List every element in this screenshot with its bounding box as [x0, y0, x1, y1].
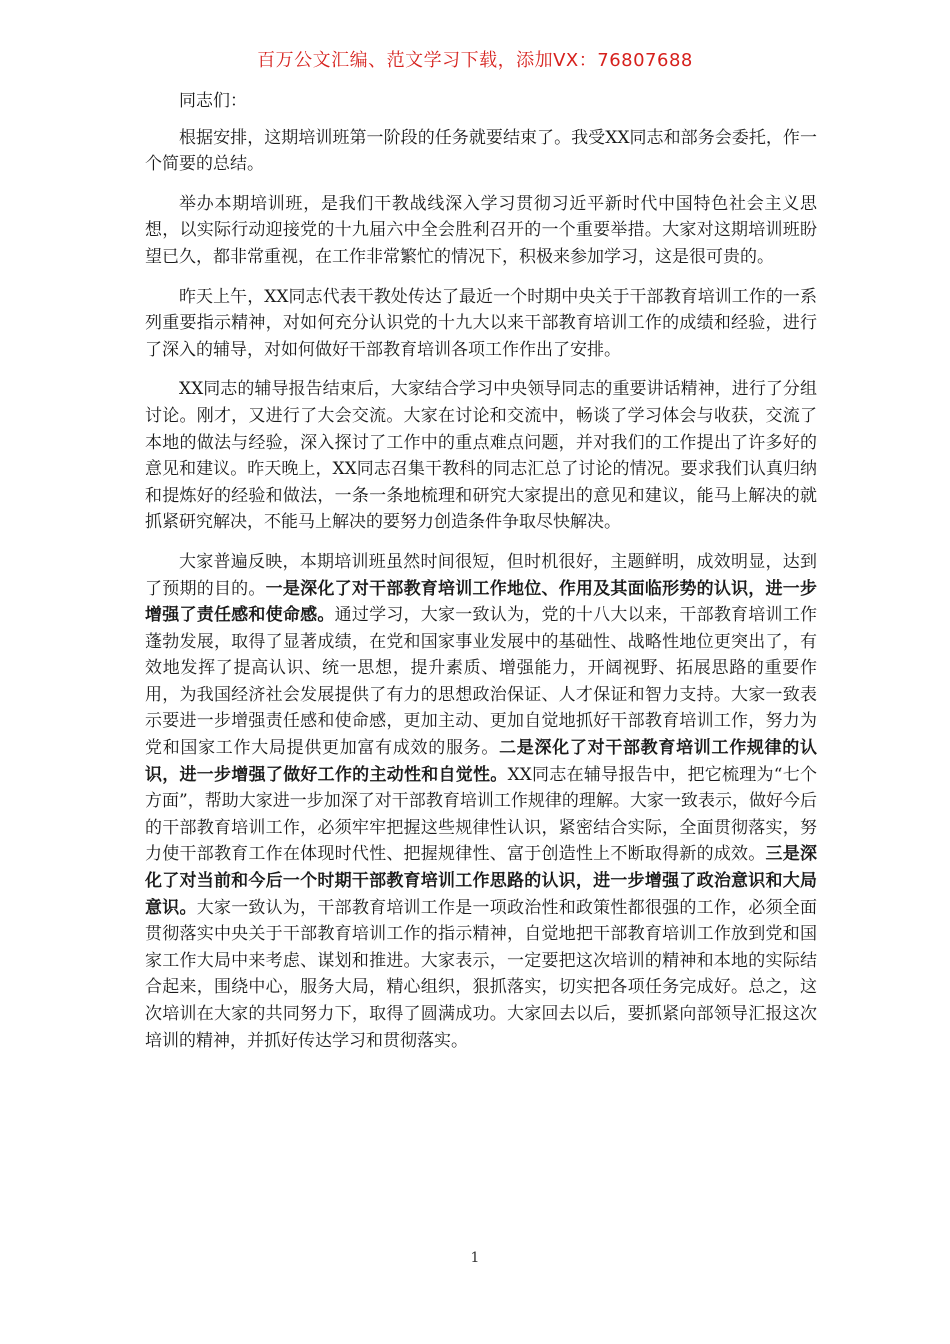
- paragraph-5-text-2: 通过学习，大家一致认为，党的十八大以来，干部教育培训工作蓬勃发展，取得了显著成绩，在党和国家事业发展中的基础性、战略性地位更突出了，有效地发挥了提高认识、统一思想，提升素质、增强能力，开阔视野、拓展思路的重要作用，为我国经济社会发展提供了有力的思想政治保证、人才保证和智力支持。大家一致表示要进一步增强责任感和使命感，更加主动、更加自觉地抓好干部教育培训工作，努力为党和国家工作大局提供更加富有成效的服务。: [145, 605, 818, 759]
- point-two-heading: 二是深化了对干部教育培训工作规律的认识，进一步增强了做好工作的主动性和自觉性。: [145, 738, 818, 785]
- paragraph-2: 举办本期培训班，是我们干教战线深入学习贯彻习近平新时代中国特色社会主义思想，以实际行动迎接党的十九届六中全会胜利召开的一个重要举措。大家对这期培训班盼望已久，都非常重视，在工作非常繁忙的情况下，积极来参加学习，这是很可贵的。: [145, 193, 817, 267]
- document-body: [145, 88, 817, 1067]
- paragraph-5-text-4: 大家一致认为，干部教育培训工作是一项政治性和政策性都很强的工作，必须全面贯彻落实中央关于干部教育培训工作的指示精神，自觉地把干部教育培训工作放到党和国家工作大局中来考虑、谋划和推进。大家表示，一定要把这次培训的精神和本地的实际结合起来，围绕中心，服务大局，精心组织，狠抓落实，切实把各项任务完成好。总之，这次培训在大家的共同努力下，取得了圆满成功。大家回去以后，要抓紧向部领导汇报这次培训的精神，并抓好传达学习和贯彻落实。: [145, 897, 818, 1051]
- paragraph-5: [145, 549, 817, 1054]
- paragraph-5-text-1: 大家普遍反映，本期培训班虽然时间很短，但时机很好，主题鲜明，成效明显，达到了预期的目的。: [145, 551, 817, 599]
- point-three-heading: 三是深化了对当前和今后一个时期干部教育培训工作思路的认识，进一步增强了政治意识和大局意识。: [145, 844, 818, 918]
- point-one-heading: 一是深化了对干部教育培训工作地位、作用及其面临形势的认识，进一步增强了责任感和使命感。: [145, 578, 818, 626]
- greeting: 同志们：: [179, 91, 247, 111]
- page-number: 1: [470, 1250, 480, 1266]
- paragraph-3: 昨天上午，XX同志代表干教处传达了最近一个时期中央关于干部教育培训工作的一系列重要指示精神，对如何充分认识党的十九大以来干部教育培训工作的成绩和经验，进行了深入的辅导，对如何做好干部教育培训各项工作作出了安排。: [145, 286, 817, 360]
- paragraph-5-text-3: XX同志在辅导报告中，把它梳理为“七个方面”，帮助大家进一步加深了对干部教育培训工作规律的理解。大家一致表示，做好今后的干部教育培训工作，必须牢牢把握这些规律性认识，紧密结合实际，全面贯彻落实，努力使干部教育工作在体现时代性、把握规律性、富于创造性上不断取得新的成效。: [145, 764, 817, 865]
- promo-banner: 百万公文汇编、范文学习下载，添加VX：76807688: [257, 50, 693, 71]
- paragraph-1: 根据安排，这期培训班第一阶段的任务就要结束了。我受XX同志和部务会委托，作一个简要的总结。: [145, 127, 817, 175]
- paragraph-4: XX同志的辅导报告结束后，大家结合学习中央领导同志的重要讲话精神，进行了分组讨论。刚才，又进行了大会交流。大家在讨论和交流中，畅谈了学习体会与收获，交流了本地的做法与经验，深入探讨了工作中的重点难点问题，并对我们的工作提出了许多好的意见和建议。昨天晚上，XX同志召集干教科的同志汇总了讨论的情况。要求我们认真归纳和提炼好的经验和做法，一条一条地梳理和研究大家提出的意见和建议，能马上解决的就抓紧研究解决，不能马上解决的要努力创造条件争取尽快解决。: [145, 379, 817, 533]
